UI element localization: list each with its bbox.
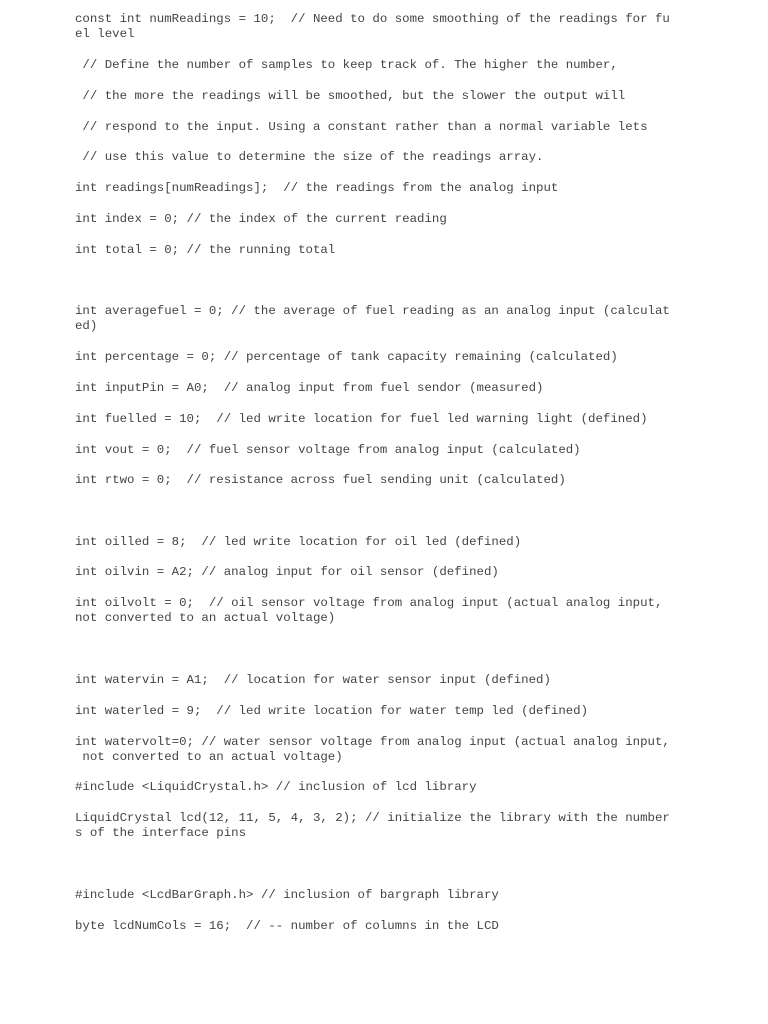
code-line-comment-smoothed: // the more the readings will be smoothed, but the slower the output will — [75, 89, 626, 103]
code-line-index: int index = 0; // the index of the current reading — [75, 212, 447, 226]
code-line-lcd-init: LiquidCrystal lcd(12, 11, 5, 4, 3, 2); // initialize the library with the number s of the interface pins — [75, 811, 670, 840]
code-line-include-lcdbargraph: #include <LcdBarGraph.h> // inclusion of bargraph library — [75, 888, 499, 902]
code-line-rtwo: int rtwo = 0; // resistance across fuel sending unit (calculated) — [75, 473, 566, 487]
code-line-total: int total = 0; // the running total — [75, 243, 336, 257]
code-line-waterled: int waterled = 9; // led write location for water temp led (defined) — [75, 704, 589, 718]
code-line-oilled: int oilled = 8; // led write location for oil led (defined) — [75, 535, 522, 549]
code-line-oilvolt: int oilvolt = 0; // oil sensor voltage from analog input (actual analog input, not converted to an actual voltage) — [75, 596, 663, 625]
code-line-fuelled: int fuelled = 10; // led write location for fuel led warning light (defined) — [75, 412, 648, 426]
code-line-num-readings: const int numReadings = 10; // Need to do some smoothing of the readings for fu el level — [75, 12, 670, 41]
code-line-include-liquidcrystal: #include <LiquidCrystal.h> // inclusion of lcd library — [75, 780, 477, 794]
code-line-percentage: int percentage = 0; // percentage of tank capacity remaining (calculated) — [75, 350, 618, 364]
code-line-lcd-num-cols: byte lcdNumCols = 16; // -- number of columns in the LCD — [75, 919, 499, 933]
code-line-comment-size: // use this value to determine the size of the readings array. — [75, 150, 544, 164]
code-line-oilvin: int oilvin = A2; // analog input for oil sensor (defined) — [75, 565, 499, 579]
code-line-vout: int vout = 0; // fuel sensor voltage from analog input (calculated) — [75, 443, 581, 457]
code-line-watervin: int watervin = A1; // location for water sensor input (defined) — [75, 673, 551, 687]
code-line-watervolt: int watervolt=0; // water sensor voltage from analog input (actual analog input, not converted to an actual voltage) — [75, 735, 670, 764]
code-line-input-pin: int inputPin = A0; // analog input from fuel sendor (measured) — [75, 381, 544, 395]
code-line-comment-define: // Define the number of samples to keep track of. The higher the number, — [75, 58, 618, 72]
code-line-readings-array: int readings[numReadings]; // the readings from the analog input — [75, 181, 559, 195]
code-line-averagefuel: int averagefuel = 0; // the average of fuel reading as an analog input (calculat ed) — [75, 304, 670, 333]
code-line-comment-respond: // respond to the input. Using a constant rather than a normal variable lets — [75, 120, 648, 134]
